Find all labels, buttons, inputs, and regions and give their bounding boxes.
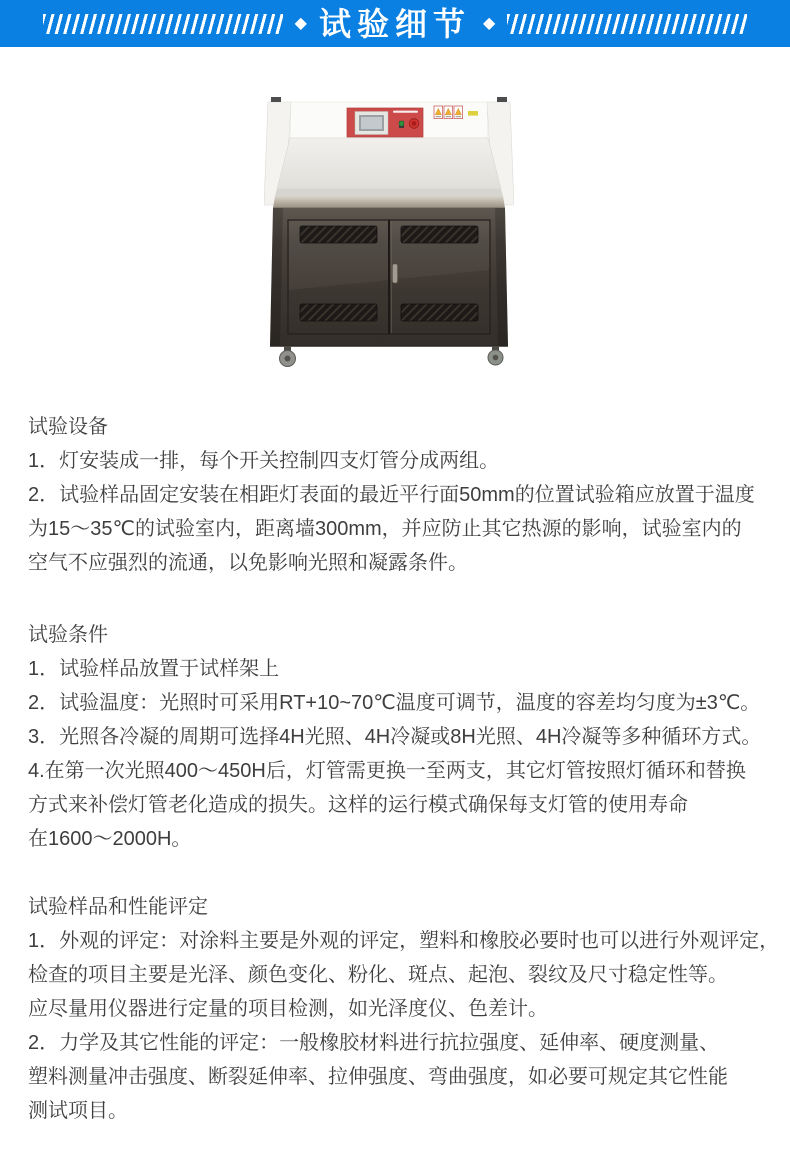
text-line: 1．灯安装成一排，每个开关控制四支灯管分成两组。 bbox=[28, 450, 500, 472]
uv-test-chamber-image bbox=[264, 92, 514, 374]
text-line: 在1600～2000H。 bbox=[28, 828, 192, 850]
machine-figure bbox=[264, 92, 514, 374]
section-samples-evaluation bbox=[28, 890, 790, 1128]
section-heading: 试验样品和性能评定 bbox=[28, 896, 208, 918]
text-line: 2．力学及其它性能的评定：一般橡胶材料进行抗拉强度、延伸率、硬度测量、 bbox=[28, 1032, 720, 1054]
text-line: 空气不应强烈的流通，以免影响光照和凝露条件。 bbox=[28, 552, 468, 574]
text-line: 塑料测量冲击强度、断裂延伸率、拉伸强度、弯曲强度，如必要可规定其它性能 bbox=[28, 1066, 728, 1088]
stripes-right-icon bbox=[507, 14, 747, 34]
text-line: 1．外观的评定：对涂料主要是外观的评定，塑料和橡胶必要时也可以进行外观评定， bbox=[28, 930, 780, 952]
text-line: 2．试验样品固定安装在相距灯表面的最近平行面50mm的位置试验箱应放置于温度 bbox=[28, 484, 755, 506]
banner bbox=[0, 0, 790, 47]
text-line: 测试项目。 bbox=[28, 1100, 128, 1122]
text-line: 4.在第一次光照400～450H后，灯管需更换一至两支，其它灯管按照灯循环和替换 bbox=[28, 760, 746, 782]
diamond-left-icon: ◆ bbox=[294, 14, 307, 32]
text-line: 为15～35℃的试验室内，距离墙300mm，并应防止其它热源的影响，试验室内的 bbox=[28, 518, 742, 540]
section-test-conditions bbox=[28, 618, 790, 856]
content bbox=[0, 374, 790, 1128]
stripes-left-icon bbox=[43, 14, 283, 34]
section-heading: 试验设备 bbox=[28, 416, 108, 438]
text-line: 应尽量用仪器进行定量的项目检测，如光泽度仪、色差计。 bbox=[28, 998, 548, 1020]
text-line: 3．光照各冷凝的周期可选择4H光照、4H冷凝或8H光照、4H冷凝等多种循环方式。 bbox=[28, 726, 762, 748]
section-test-equipment bbox=[28, 410, 790, 580]
text-line: 2．试验温度：光照时可采用RT+10~70℃温度可调节，温度的容差均匀度为±3℃。 bbox=[28, 692, 761, 714]
text-line: 1．试验样品放置于试样架上 bbox=[28, 658, 280, 680]
text-line: 检查的项目主要是光泽、颜色变化、粉化、斑点、起泡、裂纹及尺寸稳定性等。 bbox=[28, 964, 728, 986]
diamond-right-icon: ◆ bbox=[483, 14, 496, 32]
text-line: 方式来补偿灯管老化造成的损失。这样的运行模式确保每支灯管的使用寿命 bbox=[28, 794, 688, 816]
page-title: 试验细节 bbox=[318, 5, 471, 42]
section-heading: 试验条件 bbox=[28, 624, 108, 646]
